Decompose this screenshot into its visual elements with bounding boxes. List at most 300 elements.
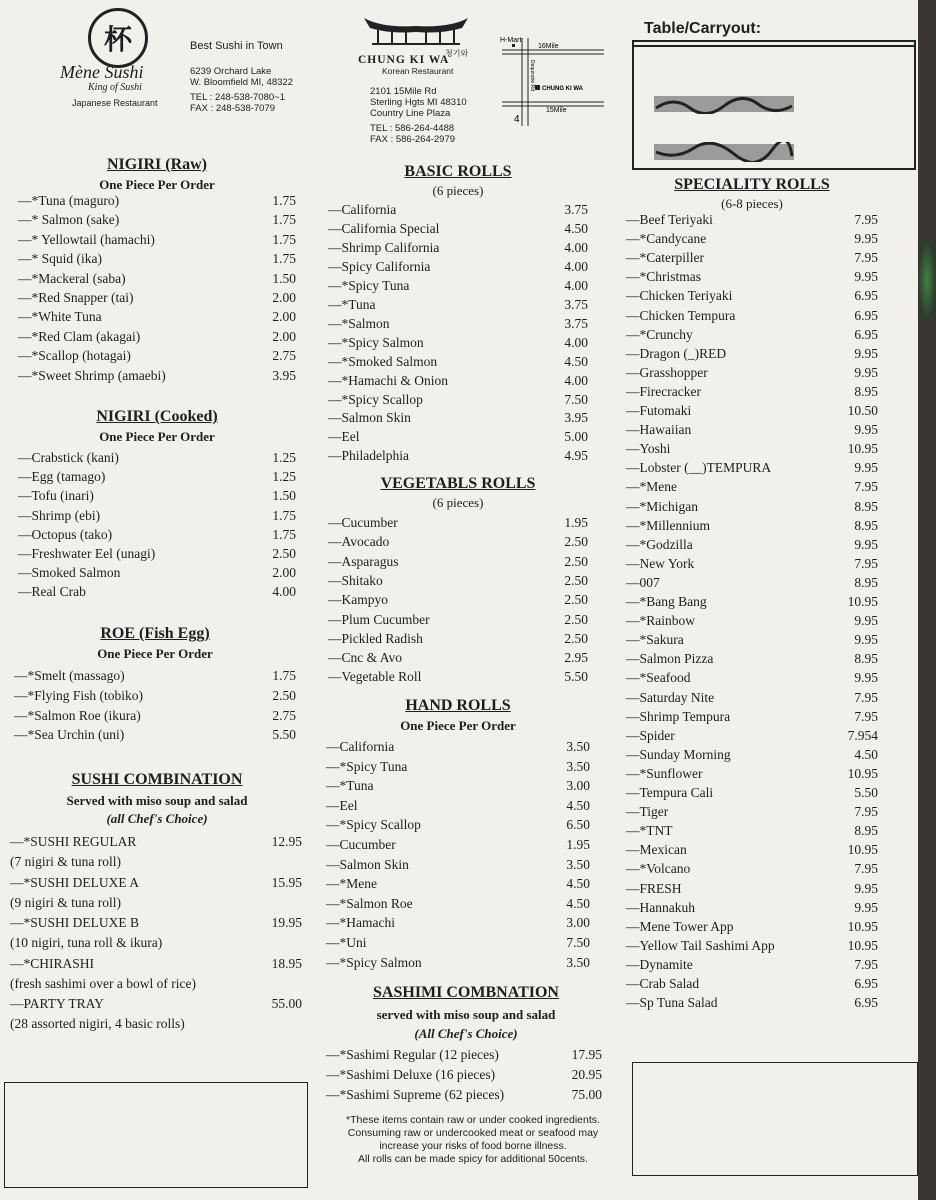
menu-item-name: —Hawaiian	[626, 422, 692, 438]
menu-item-price: 1.75	[272, 193, 296, 208]
phone-number: TEL : 248-538-7080~1	[190, 92, 285, 103]
menu-item	[626, 613, 878, 631]
menu-item	[626, 441, 878, 459]
menu-item-price: 4.00	[564, 372, 588, 388]
menu-item-price: 4.00	[272, 584, 296, 600]
menu-item	[18, 348, 296, 366]
combo-item-description: (9 nigiri & tuna roll)	[10, 894, 121, 910]
menu-section-roe	[14, 625, 296, 662]
menu-item	[18, 309, 296, 327]
menu-item-name: —*TNT	[626, 823, 673, 839]
menu-item-price: 3.75	[564, 315, 588, 331]
menu-item-name: —*Rainbow	[626, 613, 695, 629]
menu-item-price: 2.50	[564, 534, 588, 550]
menu-item-name: —Philadelphia	[328, 448, 409, 464]
menu-item	[626, 804, 878, 822]
map-label-16mile: 16Mile	[538, 43, 559, 50]
location-map	[498, 30, 608, 130]
menu-item-name: —Mene Tower App	[626, 918, 734, 934]
restaurant-name: Mène Sushi	[60, 62, 144, 82]
menu-item	[18, 368, 296, 386]
menu-item	[326, 739, 590, 757]
menu-item	[18, 469, 296, 487]
mene-logo-icon: 杯	[88, 8, 148, 68]
menu-item-price: 3.95	[272, 367, 296, 383]
map-label-route: 4	[514, 114, 520, 125]
menu-item-price: 9.95	[854, 613, 878, 629]
background-light	[918, 240, 936, 320]
menu-item-price: 4.95	[564, 448, 588, 464]
menu-item-name: —Tiger	[626, 804, 669, 820]
menu-item-name: —New York	[626, 555, 695, 571]
menu-item-name: —Lobster (__)TEMPURA	[626, 460, 772, 476]
menu-item-name: —California	[328, 202, 397, 217]
menu-item-name: —*Sunflower	[626, 765, 703, 781]
menu-item-name: —Grasshopper	[626, 364, 708, 380]
menu-item	[626, 308, 878, 326]
menu-item-name: —Plum Cucumber	[328, 611, 430, 627]
menu-item	[626, 766, 878, 784]
menu-item	[18, 488, 296, 506]
menu-item-price: 2.50	[564, 572, 588, 588]
menu-item	[328, 240, 588, 258]
menu-item-name: —Tofu (inari)	[18, 488, 94, 504]
table-carryout-label: Table/Carryout:	[644, 20, 762, 37]
combo-item	[10, 834, 302, 872]
menu-item-price: 3.00	[566, 778, 590, 794]
menu-item-price: 2.50	[564, 630, 588, 646]
section-title: ROE (Fish Egg)	[100, 625, 210, 642]
menu-item-price: 9.95	[854, 364, 878, 380]
menu-item-name: —Dynamite	[626, 956, 693, 972]
menu-item-name: —*White Tuna	[18, 309, 102, 325]
menu-item-name: —*Sakura	[626, 632, 684, 648]
sashimi-item	[326, 1047, 602, 1065]
menu-item-price: 7.50	[566, 935, 590, 950]
menu-item-name: —California Special	[328, 220, 440, 236]
section-title: SUSHI COMBINATION	[71, 771, 243, 788]
menu-item-price: 10.95	[847, 842, 878, 858]
menu-item-name: —*Christmas	[626, 269, 702, 285]
menu-item	[626, 499, 878, 517]
menu-item-name: —*Sea Urchin (uni)	[14, 727, 125, 743]
menu-item-price: 9.95	[854, 345, 878, 361]
combo-item-price: 18.95	[271, 955, 302, 971]
menu-item	[626, 479, 878, 497]
menu-item-name: —*Bang Bang	[626, 594, 707, 609]
menu-item	[626, 919, 878, 937]
footnote-line: All rolls can be made spicy for additional 50cents.	[358, 1153, 588, 1165]
menu-item	[626, 384, 878, 402]
section-title: SPECIALITY ROLLS	[674, 176, 830, 193]
menu-item-price: 9.95	[854, 231, 878, 247]
menu-item-name: —*Salmon Roe (ikura)	[14, 707, 141, 723]
menu-item-price: 6.95	[854, 326, 878, 342]
address-line: Sterling Hgts MI 48310	[370, 97, 467, 108]
footnote-line: Consuming raw or undercooked meat or seafood may	[347, 1127, 599, 1139]
menu-item-price: 7.95	[854, 250, 878, 266]
menu-item-price: 4.00	[564, 277, 588, 293]
menu-item-name: —*Michigan	[626, 498, 698, 514]
menu-item-name: —Yellow Tail Sashimi App	[626, 937, 775, 953]
menu-item	[326, 955, 590, 973]
menu-item-price: 1.75	[272, 507, 296, 523]
menu-item	[326, 935, 590, 953]
phone-number: TEL : 586-264-4488	[370, 123, 455, 134]
menu-item-name: —Asparagus	[328, 553, 399, 569]
notes-box-left[interactable]	[4, 1082, 308, 1188]
menu-item-price: 3.75	[564, 296, 588, 312]
section-subtitle: (6-8 pieces)	[721, 196, 783, 211]
menu-item-name: —*Salmon	[328, 315, 390, 331]
menu-item	[328, 221, 588, 239]
menu-item-name: —*Hamachi & Onion	[328, 372, 448, 388]
menu-item-price: 10.95	[847, 765, 878, 781]
menu-item-price: 1.75	[272, 668, 296, 683]
address-line: 6239 Orchard Lake	[190, 66, 272, 77]
fax-number: FAX : 248-538-7079	[190, 103, 276, 114]
menu-item-price: 9.95	[854, 269, 878, 285]
section-subtitle: One Piece Per Order	[99, 177, 215, 192]
menu-item-name: —Chicken Teriyaki	[626, 288, 733, 304]
menu-item	[328, 278, 588, 296]
menu-item-price: 4.00	[564, 239, 588, 255]
menu-item-price: 3.00	[566, 915, 590, 931]
menu-item-price: 6.95	[854, 976, 878, 991]
menu-item	[626, 518, 878, 536]
menu-item-name: —Futomaki	[626, 403, 692, 418]
menu-item	[328, 592, 588, 610]
menu-item-name: —Avocado	[328, 534, 390, 550]
menu-item	[326, 798, 590, 816]
menu-item-price: 7.95	[854, 479, 878, 495]
combo-item	[10, 996, 302, 1034]
sashimi-item-price: 17.95	[571, 1047, 602, 1062]
menu-item	[328, 354, 588, 372]
menu-item	[18, 565, 296, 583]
menu-item-name: —Cucumber	[326, 837, 396, 852]
menu-item	[328, 650, 588, 668]
combo-item	[10, 915, 302, 953]
map-label-hmart: H-Mart	[500, 37, 522, 44]
combo-item-price: 15.95	[271, 874, 302, 890]
menu-item-name: —*Spicy Salmon	[326, 954, 422, 970]
menu-item	[328, 373, 588, 391]
menu-item-price: 3.75	[564, 202, 588, 217]
menu-item	[626, 670, 878, 688]
menu-item-price: 9.95	[854, 899, 878, 915]
menu-item	[18, 584, 296, 602]
menu-item-price: 2.00	[272, 565, 296, 581]
menu-item-name: —Kampyo	[328, 592, 388, 608]
menu-section-basic-rolls	[328, 163, 588, 199]
footnote	[328, 1114, 618, 1166]
menu-item-name: —Spider	[626, 727, 675, 743]
menu-item	[14, 727, 296, 745]
map-label-dequindre: Dequindre Rd	[529, 60, 535, 91]
combo-item-price: 55.00	[271, 996, 302, 1011]
section-title: NIGIRI (Raw)	[107, 156, 207, 173]
menu-item-name: —Salmon Skin	[328, 410, 411, 426]
menu-item	[328, 297, 588, 315]
section-title: BASIC ROLLS	[404, 163, 512, 180]
menu-item-price: 4.50	[564, 220, 588, 236]
menu-item-name: —Shitako	[328, 572, 383, 588]
menu-item-price: 1.50	[272, 270, 296, 286]
divider	[634, 45, 914, 47]
table-carryout-box[interactable]	[632, 40, 916, 170]
menu-item	[328, 259, 588, 277]
menu-item	[18, 271, 296, 289]
menu-item-name: —Sunday Morning	[626, 746, 731, 762]
menu-item	[326, 837, 590, 855]
menu-item-price: 10.95	[847, 441, 878, 457]
menu-item-price: 8.95	[854, 517, 878, 533]
menu-item-name: —*Spicy Scallop	[326, 817, 421, 833]
menu-item-price: 3.50	[566, 739, 590, 754]
menu-item	[18, 232, 296, 250]
menu-item-price: 7.95	[854, 956, 878, 972]
menu-item-price: 8.95	[854, 823, 878, 839]
menu-item	[326, 896, 590, 914]
restaurant2-korean-name: 청기와	[445, 49, 469, 58]
scribbled-handwriting	[654, 142, 794, 162]
menu-item	[626, 346, 878, 364]
menu-item-price: 4.00	[564, 258, 588, 274]
combo-item-name: —*SUSHI REGULAR	[10, 834, 137, 849]
menu-item-price: 3.50	[566, 856, 590, 872]
menu-item-name: —*Tuna (maguro)	[18, 193, 120, 208]
menu-section-nigiri-raw	[18, 156, 296, 193]
menu-item	[18, 212, 296, 230]
menu-item	[626, 957, 878, 975]
menu-item	[626, 842, 878, 860]
menu-item-price: 5.50	[854, 785, 878, 800]
menu-item-name: —*Volcano	[626, 861, 691, 877]
menu-item	[14, 668, 296, 686]
menu-item-price: 4.50	[564, 353, 588, 369]
combo-item	[10, 956, 302, 994]
menu-item-name: —Eel	[328, 429, 360, 445]
footnote-line: increase your risks of food borne illness.	[379, 1140, 567, 1152]
menu-item	[328, 202, 588, 220]
section-subtitle: One Piece Per Order	[97, 646, 213, 661]
menu-item-name: —Vegetable Roll	[328, 669, 422, 685]
section-subtitle: Served with miso soup and salad	[66, 793, 248, 808]
menu-item-price: 1.50	[272, 488, 296, 504]
notes-box-right[interactable]	[632, 1062, 918, 1176]
restaurant-contact	[190, 66, 293, 114]
menu-item	[626, 422, 878, 440]
menu-item-price: 4.50	[566, 895, 590, 911]
menu-item-name: —Saturday Nite	[626, 689, 715, 705]
footnote-line: *These items contain raw or under cooked ingredients.	[346, 1114, 600, 1126]
menu-item-price: 1.75	[272, 231, 296, 247]
section-subtitle: One Piece Per Order	[400, 718, 516, 733]
menu-item	[328, 631, 588, 649]
menu-item-price: 1.75	[272, 526, 296, 542]
map-label-15mile: 15Mile	[546, 107, 567, 114]
menu-item	[328, 410, 588, 428]
menu-item-name: —Cnc & Avo	[328, 650, 402, 666]
menu-item	[626, 785, 878, 803]
roof-logo-icon	[362, 12, 470, 48]
menu-section-speciality-rolls	[626, 176, 878, 212]
menu-item	[326, 857, 590, 875]
menu-item	[328, 335, 588, 353]
menu-item-name: —*Mene	[626, 479, 677, 495]
menu-item	[18, 450, 296, 468]
menu-item-name: —*Caterpiller	[626, 250, 704, 266]
menu-item-price: 1.25	[272, 450, 296, 465]
address-line: 2101 15Mile Rd	[370, 86, 437, 97]
sashimi-item	[326, 1067, 602, 1085]
menu-item-name: —*Red Clam (akagai)	[18, 328, 141, 344]
section-title: SASHIMI COMBNATION	[373, 984, 559, 1001]
menu-item-name: —*Uni	[326, 935, 367, 950]
menu-item-name: —*Spicy Tuna	[326, 758, 408, 774]
menu-item-name: —Dragon (_)RED	[626, 345, 727, 361]
menu-item-name: —*Mackeral (saba)	[18, 270, 126, 286]
menu-item	[326, 817, 590, 835]
combo-item	[10, 875, 302, 913]
menu-item-name: —FRESH	[626, 880, 682, 896]
menu-item-price: 10.95	[847, 594, 878, 609]
sashimi-item-name: —*Sashimi Regular (12 pieces)	[326, 1047, 499, 1062]
menu-item-price: 9.95	[854, 460, 878, 476]
menu-item-price: 9.95	[854, 880, 878, 896]
menu-item-name: —*Smoked Salmon	[328, 353, 438, 369]
menu-item-price: 9.95	[854, 422, 878, 438]
menu-item	[626, 212, 878, 230]
menu-item-price: 5.50	[564, 669, 588, 685]
menu-item-price: 5.50	[272, 727, 296, 743]
menu-item-price: 7.95	[854, 804, 878, 820]
menu-item-price: 2.50	[272, 687, 296, 703]
menu-item	[326, 876, 590, 894]
menu-item	[326, 759, 590, 777]
menu-item	[18, 251, 296, 269]
menu-item-name: —*Scallop (hotagai)	[18, 348, 131, 364]
menu-item-price: 7.95	[854, 708, 878, 724]
fax-number: FAX : 586-264-2979	[370, 134, 456, 145]
menu-item-name: —Spicy California	[328, 258, 431, 274]
menu-item	[626, 403, 878, 421]
section-subtitle: One Piece Per Order	[99, 429, 215, 444]
menu-item-price: 9.95	[854, 632, 878, 648]
menu-item-name: —Smoked Salmon	[18, 565, 121, 581]
menu-item-price: 1.95	[566, 837, 590, 852]
menu-item-name: —Egg (tamago)	[18, 469, 106, 485]
menu-item-name: —Hannakuh	[626, 899, 695, 915]
menu-item-name: —Cucumber	[328, 515, 398, 530]
menu-item-price: 6.95	[854, 307, 878, 323]
menu-item-name: —*Flying Fish (tobiko)	[14, 687, 144, 703]
menu-item-price: 1.25	[272, 469, 296, 485]
menu-item-name: —Yoshi	[626, 441, 671, 457]
menu-item-name: —*Tuna	[326, 778, 374, 794]
menu-item-price: 9.95	[854, 670, 878, 686]
menu-item-name: —*Candycane	[626, 231, 707, 247]
menu-item-price: 4.50	[854, 746, 878, 762]
menu-section-hand-rolls	[326, 697, 590, 734]
menu-item-price: 2.00	[272, 290, 296, 305]
menu-item-price: 7.95	[854, 212, 878, 227]
menu-item-name: —*Sweet Shrimp (amaebi)	[18, 367, 166, 383]
menu-item	[18, 546, 296, 564]
menu-item-price: 3.50	[566, 954, 590, 970]
menu-item-price: 6.50	[566, 817, 590, 833]
section-title: VEGETABLS ROLLS	[380, 475, 536, 492]
menu-item-name: —Salmon Skin	[326, 856, 409, 872]
menu-item-name: —*Spicy Scallop	[328, 391, 423, 407]
menu-item-price: 7.954	[847, 727, 878, 743]
address-line: W. Bloomfield MI, 48322	[190, 77, 293, 88]
menu-item-price: 8.95	[854, 498, 878, 514]
section-note: (All Chef's Choice)	[414, 1026, 518, 1041]
sashimi-item	[326, 1087, 602, 1105]
menu-item-name: —Pickled Radish	[328, 630, 423, 646]
menu-section-nigiri-cooked	[18, 408, 296, 445]
menu-item	[626, 250, 878, 268]
menu-item-price: 10.95	[847, 918, 878, 934]
menu-item-name: —*Tuna	[328, 296, 376, 312]
menu-item	[328, 554, 588, 572]
menu-item-price: 1.95	[564, 515, 588, 530]
menu-item-name: —Freshwater Eel (unagi)	[18, 546, 156, 561]
restaurant-subtitle: King of Sushi	[88, 82, 142, 93]
menu-item	[14, 688, 296, 706]
section-subtitle: (6 pieces)	[432, 183, 484, 198]
menu-item	[626, 938, 878, 956]
menu-item	[626, 823, 878, 841]
menu-item	[626, 976, 878, 994]
menu-item	[18, 508, 296, 526]
menu-item-name: —*Spicy Salmon	[328, 334, 424, 350]
menu-item-name: —*Spicy Tuna	[328, 277, 410, 293]
menu-item	[626, 651, 878, 669]
menu-item	[626, 575, 878, 593]
menu-item-name: —* Squid (ika)	[18, 251, 102, 267]
menu-item-price: 2.50	[564, 592, 588, 608]
menu-section-vegetable-rolls	[328, 475, 588, 511]
menu-item	[626, 365, 878, 383]
restaurant2-name: CHUNG KI WA	[358, 54, 450, 66]
menu-item-name: —Shrimp Tempura	[626, 708, 731, 724]
combo-item-name: —*SUSHI DELUXE B	[10, 915, 140, 930]
section-title: HAND ROLLS	[405, 697, 511, 714]
menu-item	[626, 288, 878, 306]
menu-item-name: —Salmon Pizza	[626, 651, 714, 667]
combo-item-description: (10 nigiri, tuna roll & ikura)	[10, 935, 163, 950]
menu-item-price: 8.95	[854, 651, 878, 667]
menu-item	[328, 448, 588, 466]
menu-item	[626, 728, 878, 746]
combo-item-description: (28 assorted nigiri, 4 basic rolls)	[10, 1016, 185, 1031]
menu-item-name: —Shrimp California	[328, 239, 440, 255]
address-line: Country Line Plaza	[370, 108, 451, 119]
menu-item-name: —California	[326, 739, 395, 754]
menu-item-price: 2.00	[272, 328, 296, 344]
menu-item	[626, 881, 878, 899]
scribbled-handwriting	[654, 94, 794, 114]
menu-item-name: —Eel	[326, 797, 358, 813]
menu-item-price: 7.95	[854, 861, 878, 877]
sashimi-item-price: 20.95	[571, 1067, 602, 1082]
menu-item-name: —Crabstick (kani)	[18, 450, 119, 465]
menu-item	[326, 778, 590, 796]
sashimi-item-name: —*Sashimi Supreme (62 pieces)	[326, 1087, 505, 1102]
